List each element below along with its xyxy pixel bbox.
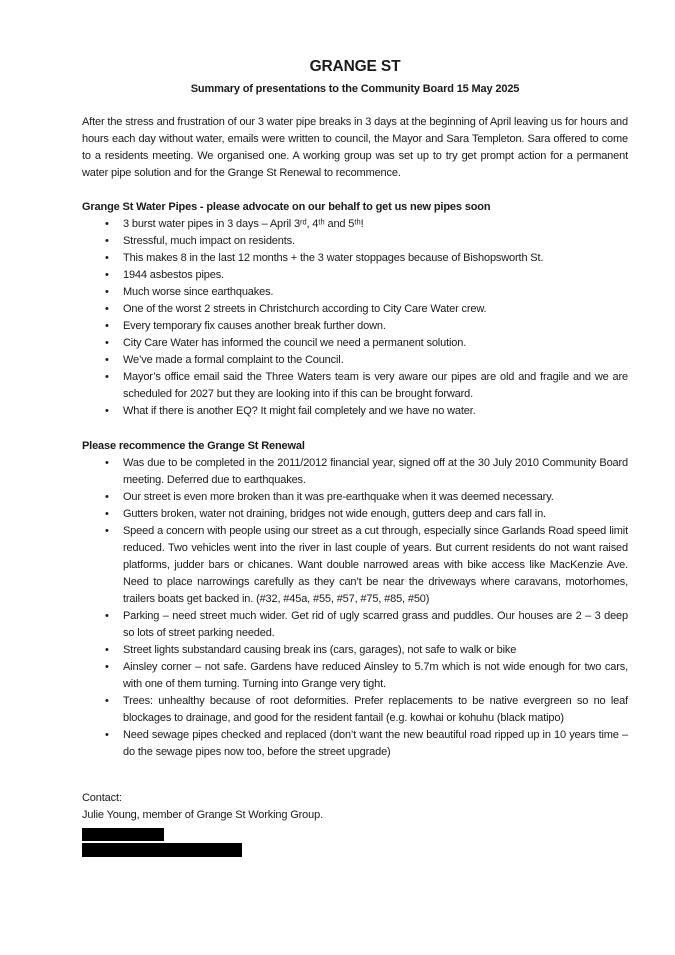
contact-block bbox=[82, 790, 628, 857]
bullet-item: • Need sewage pipes checked and replaced (don’t want the new beautiful road ripped up in 10 years time – do the sewage pipes now too, before the street upgrade) bbox=[82, 727, 628, 761]
bullet-item: • Every temporary fix causes another break further down. bbox=[82, 318, 628, 335]
bullet-item: • Speed a concern with people using our street as a cut through, especially since Garlands Road speed limit reduced. Two vehicles went into the river in last couple of years. But current residents do not want raised platforms, judder bars or chicanes. Want double narrowed areas with bike access like MacKenzie Ave. Need to place narrowings carefully as they can’t be near the driveways where caravans, motorhomes, trailers boats get backed in. (#32, #45a, #55, #57, #75, #85, #50) bbox=[82, 523, 628, 608]
contact-label: Contact: bbox=[82, 792, 122, 804]
intro-paragraph: After the stress and frustration of our 3 water pipe breaks in 3 days at the beginning of April leaving us for hours and hours each day without water, emails were written to council, the Mayor and Sara Templeton. Sara offered to come to a residents meeting. We organised one. A working group was set up to try get prompt action for a permanent water pipe solution and for the Grange St Renewal to recommence. bbox=[82, 116, 628, 179]
renewal-bullet-list bbox=[82, 455, 628, 761]
bullet-item: • Parking – need street much wider. Get rid of ugly scarred grass and puddles. Our houses are 2 – 3 deep so lots of street parking needed. bbox=[82, 608, 628, 642]
redacted-text-bar bbox=[82, 843, 242, 857]
section-water-pipes bbox=[82, 199, 628, 420]
bullet-item: • Street lights substandard causing break ins (cars, garages), not safe to walk or bike bbox=[82, 642, 628, 659]
bullet-item: • Our street is even more broken than it was pre-earthquake when it was deemed necessary. bbox=[82, 489, 628, 506]
document-subtitle: Summary of presentations to the Community Board 15 May 2025 bbox=[190, 83, 520, 95]
bullet-item: • This makes 8 in the last 12 months + the 3 water stoppages because of Bishopsworth St. bbox=[82, 250, 628, 267]
section-heading-water-pipes: Grange St Water Pipes - please advocate on our behalf to get us new pipes soon bbox=[82, 201, 491, 213]
bullet-item: • Trees: unhealthy because of root deformities. Prefer replacements to be native evergreen so no leaf blockages to drainage, and good for the resident fantail (e.g. kowhai or kohuhu (black matipo) bbox=[82, 693, 628, 727]
bullet-item: • One of the worst 2 streets in Christchurch according to City Care Water crew. bbox=[82, 301, 628, 318]
bullet-item: • Much worse since earthquakes. bbox=[82, 284, 628, 301]
bullet-item: • Stressful, much impact on residents. bbox=[82, 233, 628, 250]
contact-person: Julie Young, member of Grange St Working Group. bbox=[82, 809, 323, 821]
redacted-text-bar bbox=[82, 828, 164, 841]
bullet-item: • What if there is another EQ? It might fail completely and we have no water. bbox=[82, 403, 628, 420]
bullet-item: • 3 burst water pipes in 3 days – April 3ʳᵈ, 4ᵗʰ and 5ᵗʰ! bbox=[82, 216, 628, 233]
bullet-item: • 1944 asbestos pipes. bbox=[82, 267, 628, 284]
bullet-item: • We’ve made a formal complaint to the Council. bbox=[82, 352, 628, 369]
water-pipes-bullet-list bbox=[82, 216, 628, 420]
bullet-item: • Gutters broken, water not draining, bridges not wide enough, gutters deep and cars fall in. bbox=[82, 506, 628, 523]
bullet-item: • City Care Water has informed the council we need a permanent solution. bbox=[82, 335, 628, 352]
bullet-item: • Was due to be completed in the 2011/2012 financial year, signed off at the 30 July 2010 Community Board meeting. Deferred due to earthquakes. bbox=[82, 455, 628, 489]
section-renewal bbox=[82, 438, 628, 761]
section-heading-renewal: Please recommence the Grange St Renewal bbox=[82, 440, 305, 452]
document-title: GRANGE ST bbox=[309, 58, 401, 75]
bullet-item: • Ainsley corner – not safe. Gardens have reduced Ainsley to 5.7m which is not wide enough for two cars, with one of them turning. Turning into Grange very tight. bbox=[82, 659, 628, 693]
bullet-item: • Mayor’s office email said the Three Waters team is very aware our pipes are old and fragile and we are scheduled for 2027 but they are looking into if this can be brought forward. bbox=[82, 369, 628, 403]
